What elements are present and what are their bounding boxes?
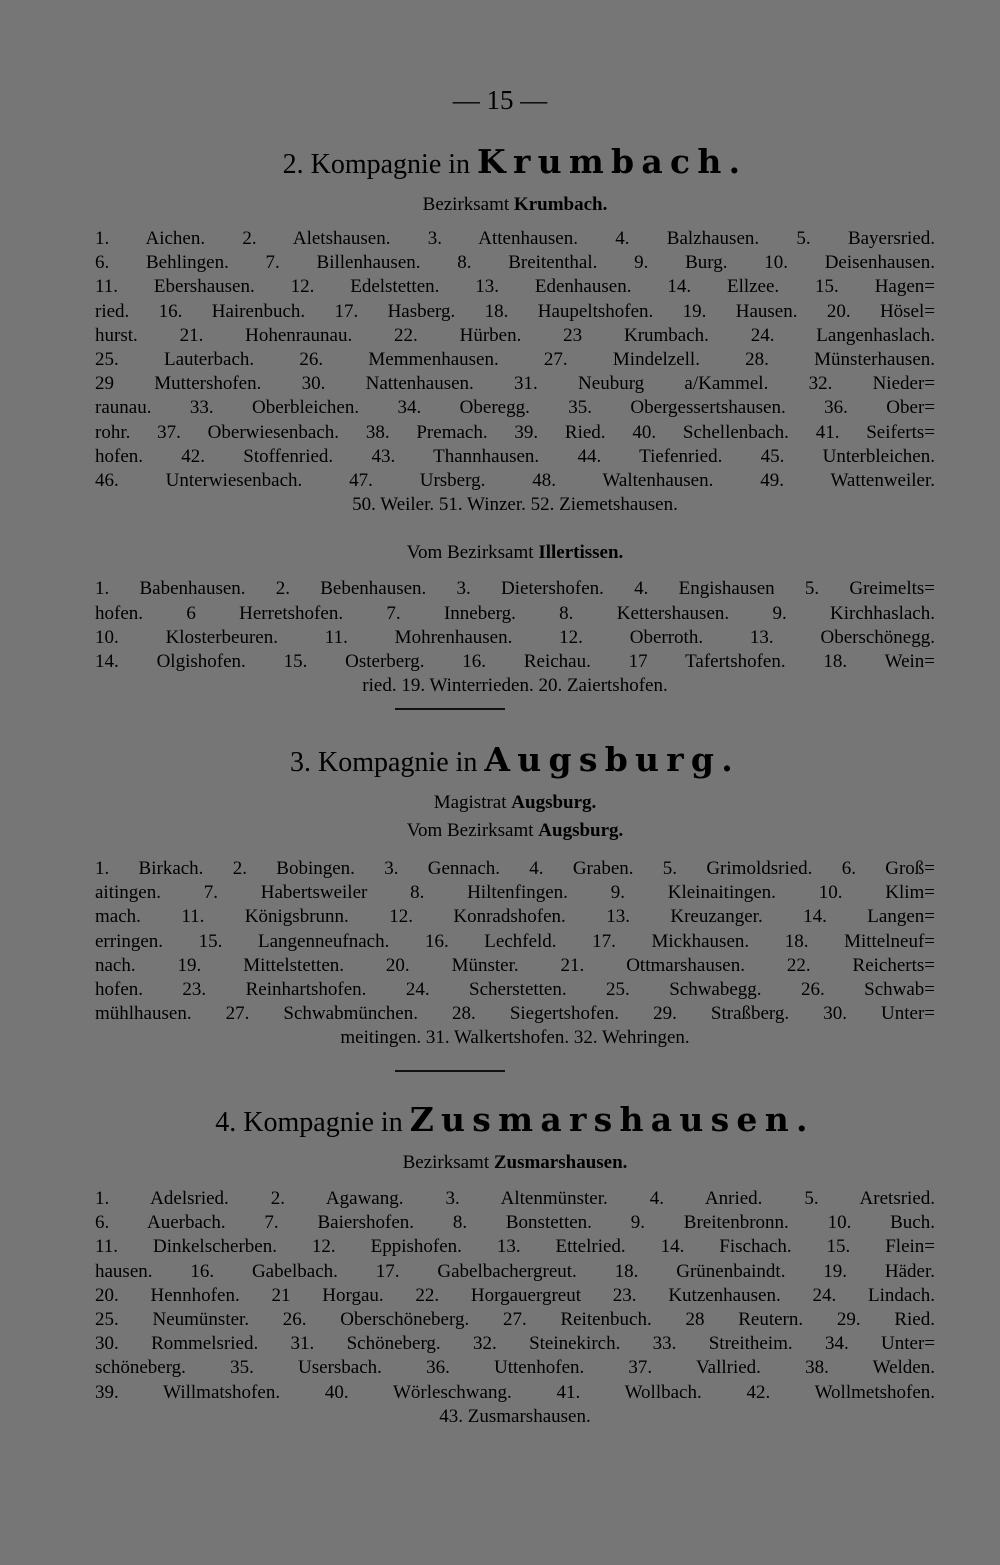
list-line: hurst. 21. Hohenraunau. 22. Hürben. 23 Krumbach. 24. Langenhaslach.	[95, 324, 935, 346]
district-label: Bezirksamt	[402, 1152, 490, 1173]
district-name: Augsburg.	[538, 820, 624, 841]
section-zusmarshausen	[95, 1100, 935, 1429]
district-label: Bezirksamt	[422, 194, 510, 215]
list-line: hofen. 6 Herretshofen. 7. Inneberg. 8. Kettershausen. 9. Kirchhaslach.	[95, 602, 935, 624]
section-heading	[95, 142, 935, 185]
list-line: nach. 19. Mittelstetten. 20. Münster. 21. Ottmarshausen. 22. Reicherts=	[95, 954, 935, 976]
list-line: schöneberg. 35. Usersbach. 36. Uttenhofen. 37. Vallried. 38. Welden.	[95, 1357, 935, 1379]
district-name: Zusmarshausen.	[493, 1152, 628, 1173]
list-line: 25. Lauterbach. 26. Memmenhausen. 27. Mindelzell. 28. Münsterhausen.	[95, 349, 935, 371]
section-augsburg	[95, 740, 935, 1051]
list-line: rohr. 37. Oberwiesenbach. 38. Premach. 39. Ried. 40. Schellenbach. 41. Seiferts=	[95, 421, 935, 443]
list-line: aitingen. 7. Habertsweiler 8. Hiltenfingen. 9. Kleinaitingen. 10. Klim=	[95, 882, 935, 904]
magistrate-name: Augsburg.	[511, 792, 597, 813]
village-list	[95, 577, 935, 698]
list-line: 46. Unterwiesenbach. 47. Ursberg. 48. Waltenhausen. 49. Wattenweiler.	[95, 470, 935, 492]
list-line: 14. Olgishofen. 15. Osterberg. 16. Reichau. 17 Tafertshofen. 18. Wein=	[95, 651, 935, 673]
list-line: 30. Rommelsried. 31. Schöneberg. 32. Steinekirch. 33. Streitheim. 34. Unter=	[95, 1333, 935, 1355]
heading-prefix: 3. Kompagnie in	[289, 747, 478, 778]
heading-city: Augsburg.	[484, 740, 741, 779]
list-line: raunau. 33. Oberbleichen. 34. Oberegg. 35. Obergessertshausen. 36. Ober=	[95, 397, 935, 419]
district-label: Vom Bezirksamt	[406, 820, 534, 841]
section-heading	[95, 740, 935, 783]
list-line: 11. Ebershausen. 12. Edelstetten. 13. Edenhausen. 14. Ellzee. 15. Hagen=	[95, 276, 935, 298]
list-line: ried. 16. Hairenbuch. 17. Hasberg. 18. Haupeltshofen. 19. Hausen. 20. Hösel=	[95, 300, 935, 322]
section-krumbach	[95, 142, 935, 698]
list-line: hofen. 23. Reinhartshofen. 24. Scherstetten. 25. Schwabegg. 26. Schwab=	[95, 979, 935, 1001]
list-line: 25. Neumünster. 26. Oberschöneberg. 27. Reitenbuch. 28 Reutern. 29. Ried.	[95, 1309, 935, 1331]
heading-prefix: 4. Kompagnie in	[215, 1107, 403, 1138]
district-line	[95, 191, 935, 219]
village-list	[95, 1187, 935, 1429]
heading-city: Zusmarshausen.	[409, 1100, 815, 1139]
heading-prefix: 2. Kompagnie in	[282, 149, 471, 180]
page-number: — 15 —	[452, 85, 548, 115]
section-heading	[95, 1100, 935, 1143]
list-line: 50. Weiler. 51. Winzer. 52. Ziemetshausen.	[352, 494, 678, 516]
list-line: 1. Adelsried. 2. Agawang. 3. Altenmünster. 4. Anried. 5. Aretsried.	[95, 1188, 935, 1209]
list-line: 6. Auerbach. 7. Baiershofen. 8. Bonstetten. 9. Breitenbronn. 10. Buch.	[95, 1212, 935, 1234]
list-line: 6. Behlingen. 7. Billenhausen. 8. Breitenthal. 9. Burg. 10. Deisenhausen.	[95, 252, 935, 274]
district-name: Krumbach.	[513, 194, 608, 215]
section-divider	[395, 708, 505, 710]
village-list	[95, 857, 935, 1051]
magistrate-line	[95, 789, 935, 817]
list-line: hofen. 42. Stoffenried. 43. Thannhausen. 44. Tiefenried. 45. Unterbleichen.	[95, 445, 935, 467]
district-line	[95, 1149, 935, 1177]
list-line: meitingen. 31. Walkertshofen. 32. Wehringen.	[340, 1027, 690, 1049]
section-divider	[395, 1070, 505, 1072]
list-line: 1. Birkach. 2. Bobingen. 3. Gennach. 4. Graben. 5. Grimoldsried. 6. Groß=	[95, 858, 935, 879]
list-line: 1. Babenhausen. 2. Bebenhausen. 3. Dietershofen. 4. Engishausen 5. Greimelts=	[95, 578, 935, 600]
list-line: 10. Klosterbeuren. 11. Mohrenhausen. 12. Oberroth. 13. Oberschönegg.	[95, 626, 935, 648]
heading-city: Krumbach.	[477, 142, 748, 181]
district-line	[95, 539, 935, 567]
list-line: 29 Muttershofen. 30. Nattenhausen. 31. Neuburg a/Kammel. 32. Nieder=	[95, 373, 935, 395]
list-line: 43. Zusmarshausen.	[439, 1405, 591, 1427]
district-name: Illertissen.	[538, 542, 624, 564]
list-line: mach. 11. Königsbrunn. 12. Konradshofen. 13. Kreuzanger. 14. Langen=	[95, 906, 935, 928]
list-line: hausen. 16. Gabelbach. 17. Gabelbachergreut. 18. Grünenbaindt. 19. Häder.	[95, 1260, 935, 1282]
list-line: 39. Willmatshofen. 40. Wörleschwang. 41. Wollbach. 42. Wollmetshofen.	[95, 1381, 935, 1403]
village-list	[95, 227, 935, 517]
list-line: 20. Hennhofen. 21 Horgau. 22. Horgauergreut 23. Kutzenhausen. 24. Lindach.	[95, 1284, 935, 1306]
list-line: erringen. 15. Langenneufnach. 16. Lechfeld. 17. Mickhausen. 18. Mittelneuf=	[95, 930, 935, 952]
list-line: mühlhausen. 27. Schwabmünchen. 28. Siegertshofen. 29. Straßberg. 30. Unter=	[95, 1003, 935, 1025]
magistrate-label: Magistrat	[433, 792, 507, 813]
district-line	[95, 817, 935, 845]
list-line: 11. Dinkelscherben. 12. Eppishofen. 13. Ettelried. 14. Fischach. 15. Flein=	[95, 1236, 935, 1258]
list-line: ried. 19. Winterrieden. 20. Zaiertshofen.	[362, 675, 668, 697]
list-line: 1. Aichen. 2. Aletshausen. 3. Attenhausen. 4. Balzhausen. 5. Bayersried.	[95, 228, 935, 249]
district-label: Vom Bezirksamt	[406, 542, 534, 564]
